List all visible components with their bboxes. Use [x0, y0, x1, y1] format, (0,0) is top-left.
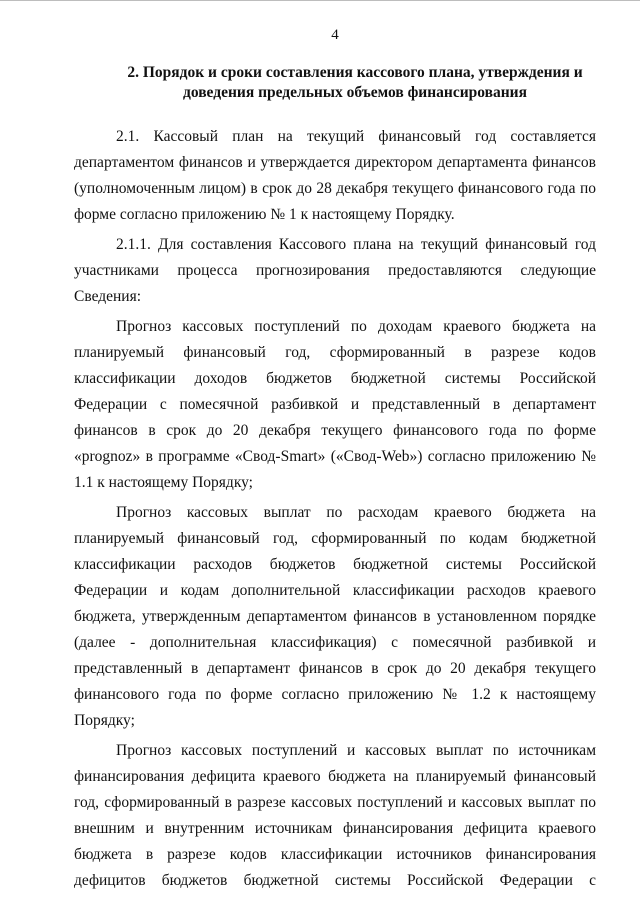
- page-edge: [0, 0, 640, 1]
- document-body: [74, 124, 596, 898]
- paragraph-2-1-1: 2.1.1. Для составления Кассового плана на текущий финансовый год участниками процесса прогнозирования предоставляются следующие Сведения:: [74, 236, 596, 305]
- paragraph-2-1: 2.1. Кассовый план на текущий финансовый год составляется департаментом финансов и утверждается директором департамента финансов (уполномоченным лицом) в срок до 28 декабря текущего финансового года по форме согласно приложению № 1 к настоящему Порядку.: [74, 128, 596, 223]
- paragraph-deficit-financing-forecast: Прогноз кассовых поступлений и кассовых выплат по источникам финансирования дефицита краевого бюджета на планируемый финансовый год, сформированный в разрезе кассовых поступлений и кассовых выплат по внешним и внутренним источникам финансирования дефицита краевого бюджета в разрезе кодов классификации источников финансирования дефицитов бюджетов бюджетной системы Российской Федерации с: [74, 742, 596, 889]
- page-number: 4: [331, 27, 339, 43]
- paragraph-expenditure-forecast: Прогноз кассовых выплат по расходам краевого бюджета на планируемый финансовый год, сформированный по кодам бюджетной классификации расходов бюджетов бюджетной системы Российской Федерации и кодам дополнительной классификации расходов краевого бюджета, утвержденным департаментом финансов в установленном порядке (далее - дополнительная классификация) с помесячной разбивкой и представленный в департамент финансов в срок до 20 декабря текущего финансового года по форме согласно приложению № 1.2 к настоящему Порядку;: [74, 504, 596, 729]
- section-title: 2. Порядок и сроки составления кассового плана, утверждения и доведения предельных объемов финансирования: [127, 64, 583, 101]
- paragraph-revenue-forecast: Прогноз кассовых поступлений по доходам краевого бюджета на планируемый финансовый год, сформированный в разрезе кодов классификации доходов бюджетов бюджетной системы Российской Федерации с помесячной разбивкой и представленный в департамент финансов в срок до 20 декабря текущего финансового года по форме «prognoz» в программе «Свод-Smart» («Свод-Web») согласно приложению № 1.1 к настоящему Порядку;: [74, 318, 596, 491]
